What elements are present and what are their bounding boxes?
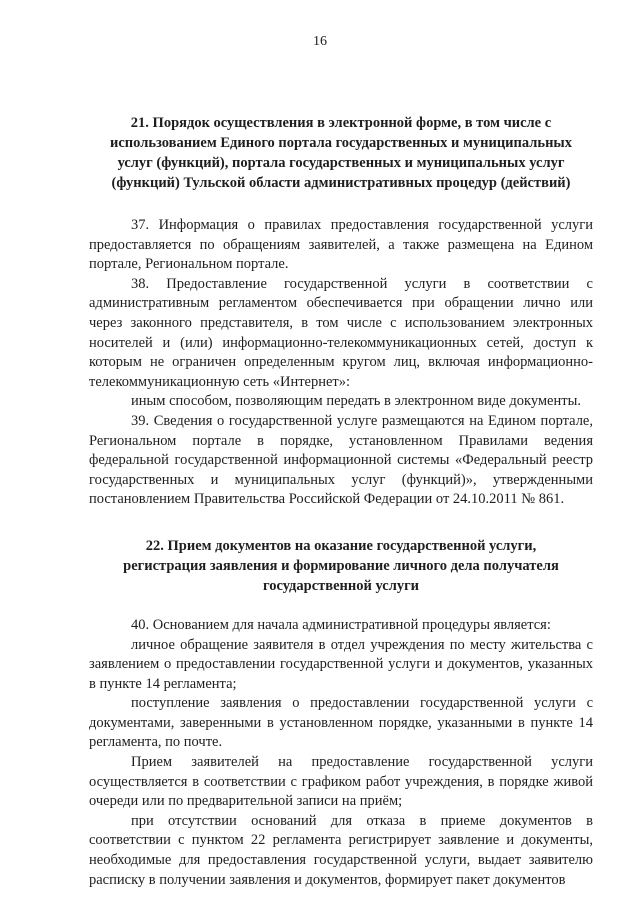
paragraph-37: 37. Информация о правилах предоставления государственной услуги предоставляется по обращениям заявителей, а также размещена на Едином портале, Региональном портале. bbox=[89, 217, 593, 273]
section-heading-line: (функций) Тульской области административных процедур (действий) bbox=[111, 175, 571, 191]
section-heading-line: 21. Порядок осуществления в электронной форме, в том числе с bbox=[130, 115, 552, 131]
document-body bbox=[89, 113, 593, 890]
paragraph-40: 40. Основанием для начала административной процедуры является: bbox=[131, 616, 551, 633]
section-heading-line: использованием Единого портала государственных и муниципальных bbox=[109, 135, 572, 151]
paragraph-40-item: Прием заявителей на предоставление государственной услуги осуществляется в соответствии с графиком работ учреждения, в порядке живой очереди или по предварительной записи на приём; bbox=[89, 754, 593, 810]
section-heading-line: 22. Прием документов на оказание государственной услуги, bbox=[145, 537, 537, 554]
paragraph-39: 39. Сведения о государственной услуге размещаются на Едином портале, Региональном портале в порядке, установленном Правилами ведения федеральной государственной информационной системы «Федеральный реестр государственных и муниципальных услуг (функций)», утвержденными постановлением Правительства Российской Федерации от 24.10.2011 № 861. bbox=[89, 412, 593, 508]
section-22-heading bbox=[89, 536, 593, 596]
section-21-heading bbox=[89, 113, 593, 193]
section-heading-line: государственной услуги bbox=[262, 577, 420, 594]
paragraph-40-item: поступление заявления о предоставлении государственной услуги с документами, заверенными в установленном порядке, указанными в пункте 14 регламента, по почте. bbox=[89, 695, 593, 751]
page-number: 16 bbox=[313, 34, 327, 49]
section-heading-line: услуг (функций), портала государственных и муниципальных услуг bbox=[117, 155, 565, 171]
paragraph-38-continuation: иным способом, позволяющим передать в электронном виде документы. bbox=[131, 393, 581, 410]
paragraph-40-item: личное обращение заявителя в отдел учреждения по месту жительства с заявлением о предоставлении государственной услуги и документов, указанных в пункте 14 регламента; bbox=[89, 636, 593, 692]
paragraph-38: 38. Предоставление государственной услуги в соответствии с административным регламентом обеспечивается при обращении лично или через законного представителя, в том числе с использованием электронных носителей и (или) информационно-телекоммуникационных сетей, доступ к которым не ограничен определенным кругом лиц, включая информационно-телекоммуникационную сеть «Интернет»: bbox=[89, 275, 593, 390]
section-heading-line: регистрация заявления и формирование личного дела получателя bbox=[123, 557, 559, 574]
paragraph-40-item: при отсутствии оснований для отказа в приеме документов в соответствии с пунктом 22 регламента регистрирует заявление и документы, необходимые для предоставления государственной услуги, выдает заявителю расписку в получении заявления и документов, формирует пакет документов bbox=[89, 812, 593, 888]
